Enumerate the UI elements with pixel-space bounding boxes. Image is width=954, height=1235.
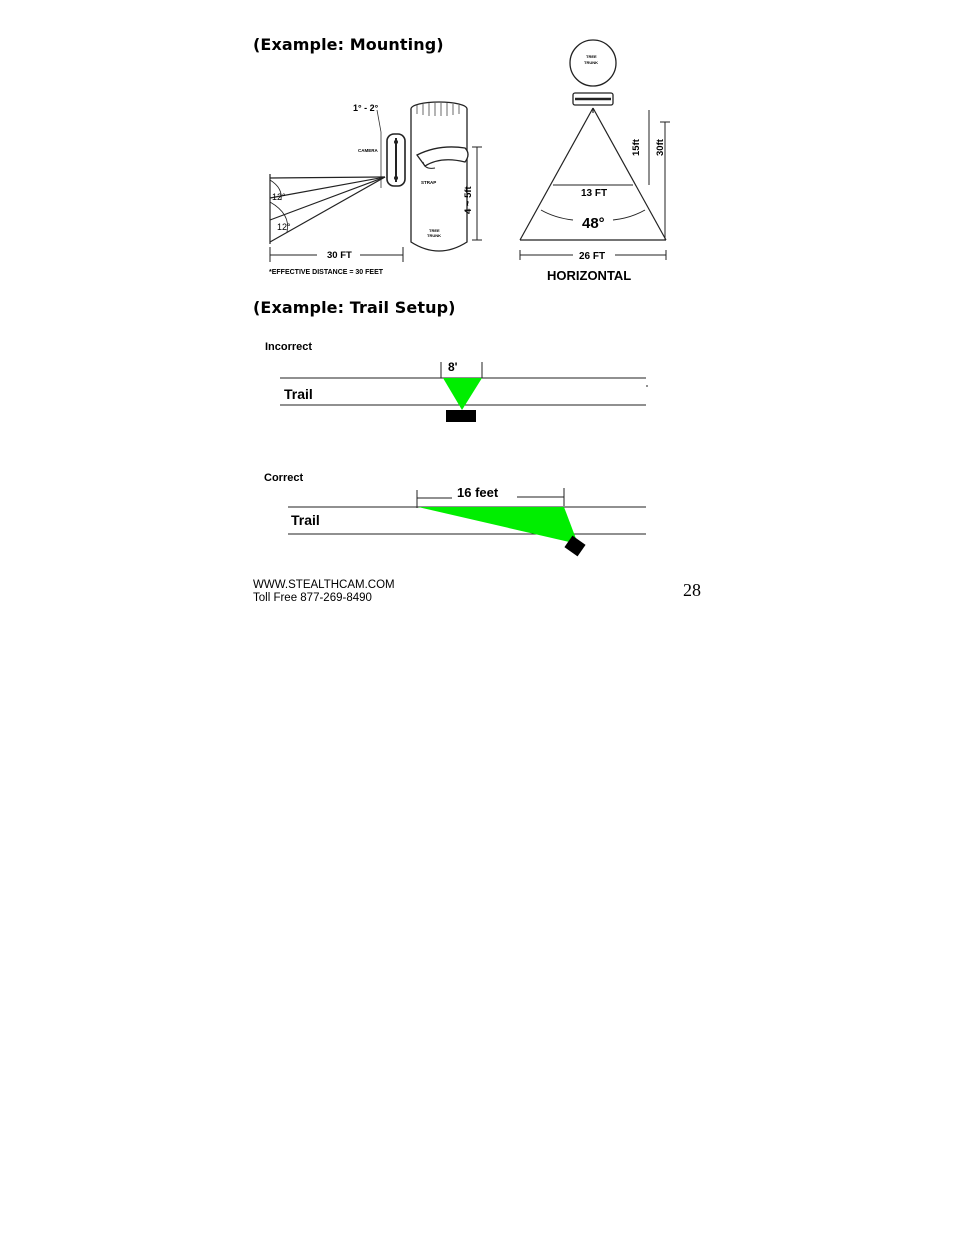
mounting-side-diagram [265,92,495,282]
detection-rays [270,177,385,242]
heading-mounting: (Example: Mounting) [253,35,444,54]
strap-label: STRAP [421,180,437,185]
top-trunk-label-2: TRUNK [584,60,598,65]
trail-incorrect-diagram [262,336,654,428]
angle-upper-label: 12° [272,192,286,202]
correct-beam [418,507,578,544]
correct-trail-label: Trail [291,512,320,528]
effective-distance-label: *EFFECTIVE DISTANCE = 30 FEET [269,269,384,276]
view-angle-label: 48° [582,215,605,232]
tilt-angle-label: 1° - 2° [353,103,379,113]
heading-trail-setup: (Example: Trail Setup) [253,298,456,317]
correct-label: Correct [264,472,304,484]
correct-distance-label: 16 feet [457,485,499,500]
camera-label: CAMERA [358,148,378,153]
incorrect-label: Incorrect [265,341,313,353]
mid-width-label: 13 FT [581,188,608,199]
mounting-top-diagram [515,38,675,283]
top-trunk-label-1: TREE [586,54,597,59]
incorrect-trail-label: Trail [284,386,313,402]
full-distance-label: 30ft [655,139,666,156]
tree-trunk-top [570,40,616,86]
angle-lower-label: 12° [277,222,291,232]
distance-label: 30 FT [327,250,352,261]
full-width-label: 26 FT [579,251,606,262]
trail-correct-diagram [262,468,654,560]
mid-distance-label: 15ft [631,139,642,156]
incorrect-camera [446,410,476,422]
trunk-label-2: TRUNK [427,233,441,238]
footer-phone: Toll Free 877-269-8490 [253,592,372,604]
height-label: 4 ~ 5ft [463,186,474,214]
camera-side [387,134,405,186]
incorrect-angle-label: 8' [448,360,458,374]
footer-url: WWW.STEALTHCAM.COM [253,579,395,591]
page-number: 28 [683,580,701,600]
trunk-label-1: TREE [429,228,440,233]
horizontal-caption: HORIZONTAL [547,268,632,283]
